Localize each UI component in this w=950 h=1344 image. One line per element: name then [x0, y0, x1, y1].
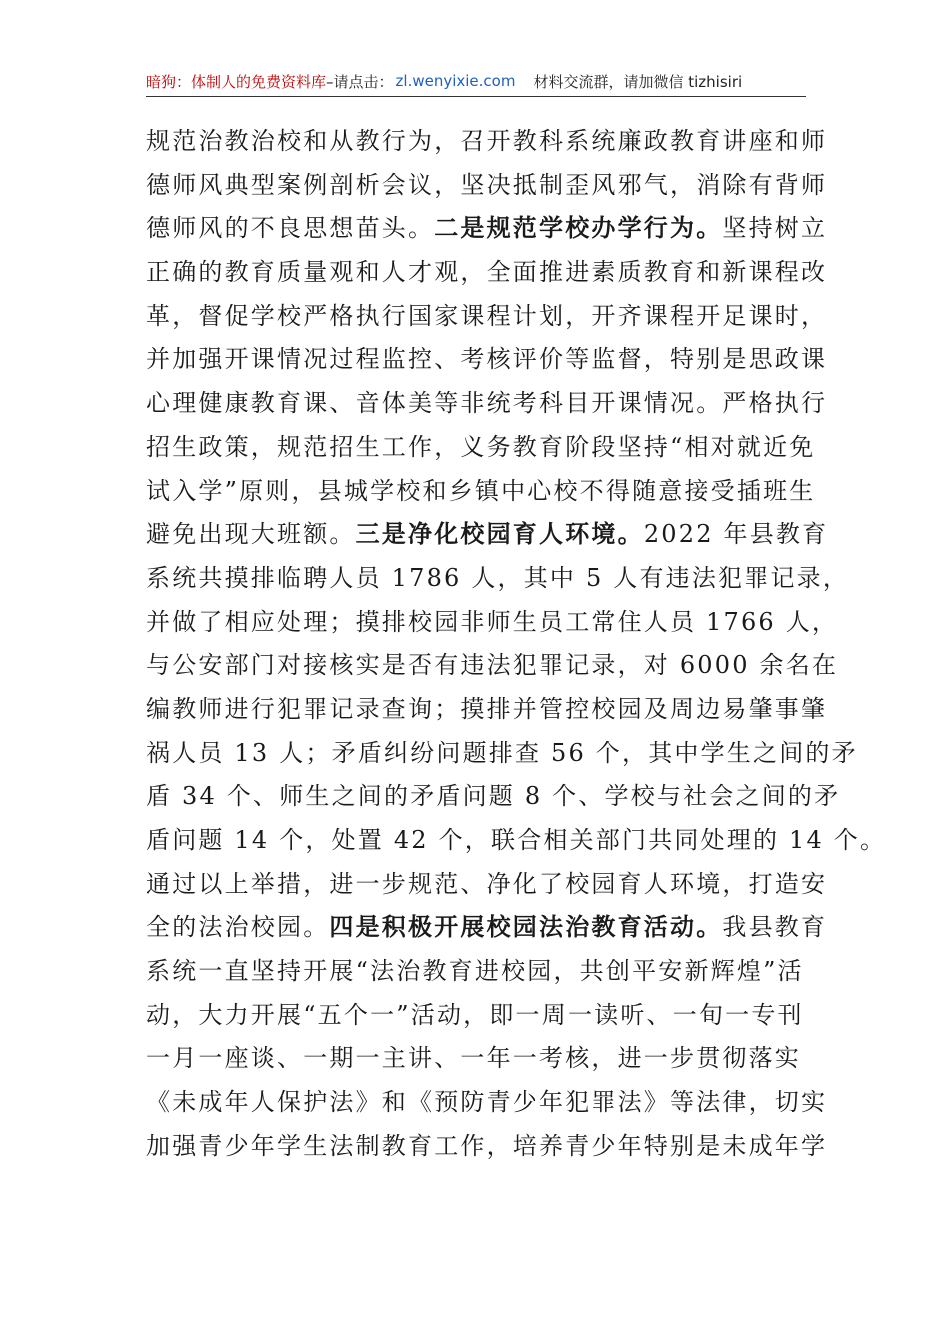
body-text-segment: 全的法治校园。 [146, 913, 330, 942]
body-text-segment: 祸人员 13 人；矛盾纠纷问题排查 56 个，其中学生之间的矛 [146, 738, 858, 767]
text-line [146, 513, 829, 557]
body-text-segment: 革，督促学校严格执行国家课程计划，开齐课程开足课时， [146, 301, 828, 330]
text-line [146, 906, 828, 950]
text-line [146, 164, 828, 208]
body-text-segment: 加强青少年学生法制教育工作，培养青少年特别是未成年学 [146, 1131, 828, 1160]
body-text-segment: 招生政策，规范招生工作，义务教育阶段坚持“相对就近免 [146, 432, 816, 461]
text-line [146, 644, 839, 688]
body-text-segment: 避免出现大班额。 [146, 520, 356, 549]
body-text-segment: 《未成年人保护法》和《预防青少年犯罪法》等法律，切实 [146, 1088, 828, 1117]
bold-heading-text: 二是规范学校办学行为。 [434, 214, 723, 243]
text-line [146, 994, 811, 1038]
body-text-segment: 一月一座谈、一期一主讲、一年一考核，进一步贯彻落实 [146, 1044, 801, 1073]
text-line [146, 732, 858, 776]
body-text-segment: 编教师进行犯罪记录查询；摸排并管控校园及周边易肇事肇 [146, 694, 828, 723]
header-link[interactable]: zl.wenyixie.com [395, 72, 516, 90]
text-line [146, 1037, 811, 1081]
text-line [146, 1125, 828, 1169]
text-line [146, 120, 828, 164]
text-line [146, 819, 887, 863]
body-text-segment: 试入学”原则，县城学校和乡镇中心校不得随意接受插班生 [146, 476, 816, 505]
body-text-segment: 正确的教育质量观和人才观，全面推进素质教育和新课程改 [146, 258, 828, 287]
bold-heading-text: 四是积极开展校园法治教育活动。 [329, 913, 723, 942]
body-text-segment: 动，大力开展“五个一”活动，即一周一读听、一旬一专刊 [146, 1000, 804, 1029]
body-text-segment: 并做了相应处理；摸排校园非师生员工常住人员 1766 人， [146, 607, 839, 636]
body-text-segment: 系统共摸排临聘人员 1786 人，其中 5 人有违法犯罪记录， [146, 563, 850, 592]
text-line [146, 338, 828, 382]
text-line [146, 557, 850, 601]
text-line [146, 295, 828, 339]
header-prompt: –请点击： [326, 72, 394, 91]
document-body [146, 120, 887, 1169]
header-group-info: 材料交流群，请加微信 tizhisiri [533, 72, 743, 91]
body-text-segment: 盾 34 个、师生之间的矛盾问题 8 个、学校与社会之间的矛 [146, 782, 841, 811]
text-line [146, 426, 816, 470]
text-line [146, 688, 828, 732]
text-line [146, 251, 828, 295]
text-line [146, 1081, 828, 1125]
text-line [146, 601, 839, 645]
text-line [146, 950, 811, 994]
body-text-segment: 德师风的不良思想苗头。 [146, 214, 435, 243]
body-text-segment: 通过以上举措，进一步规范、净化了校园育人环境，打造安 [146, 869, 828, 898]
page-header [146, 68, 806, 97]
text-line [146, 775, 841, 819]
body-text-segment: 德师风典型案例剖析会议，坚决抵制歪风邪气，消除有背师 [146, 170, 828, 199]
body-text-segment: 规范治教治校和从教行为，召开教科系统廉政教育讲座和师 [146, 127, 828, 155]
body-text-segment: 坚持树立 [722, 214, 828, 243]
header-brand: 暗狗：体制人的免费资料库 [146, 72, 327, 91]
text-line [146, 470, 816, 514]
body-text-segment: 我县教育 [722, 913, 828, 942]
text-line [146, 382, 828, 426]
body-text-segment: 并加强开课情况过程监控、考核评价等监督，特别是思政课 [146, 345, 828, 374]
body-text-segment: 系统一直坚持开展“法治教育进校园，共创平安新辉煌”活 [146, 957, 804, 986]
bold-heading-text: 三是净化校园育人环境。 [355, 520, 644, 549]
text-line [146, 863, 828, 907]
text-line [146, 207, 828, 251]
body-text-segment: 盾问题 14 个，处置 42 个，联合相关部门共同处理的 14 个。 [146, 826, 887, 854]
body-text-segment: 与公安部门对接核实是否有违法犯罪记录，对 6000 余名在 [146, 651, 839, 680]
body-text-segment: 心理健康教育课、音体美等非统考科目开课情况。严格执行 [146, 389, 828, 418]
body-text-segment: 2022 年县教育 [643, 520, 829, 549]
